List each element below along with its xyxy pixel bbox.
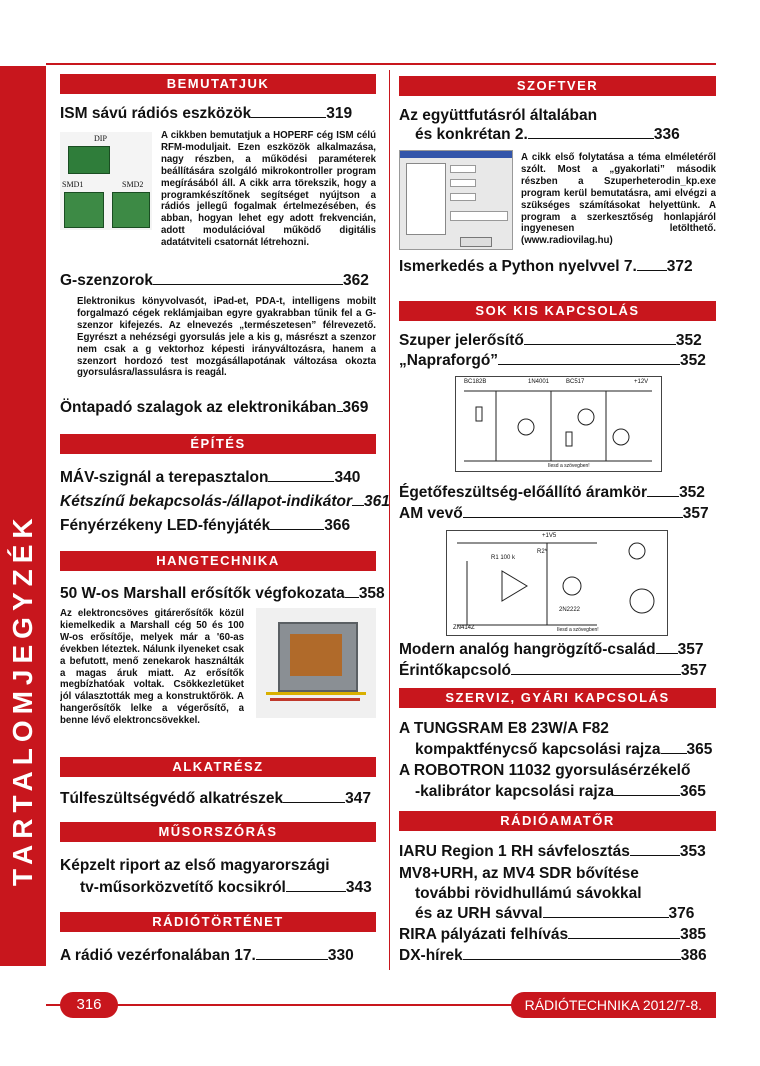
toc-entry-feny[interactable] bbox=[60, 516, 350, 536]
module-smd1 bbox=[64, 192, 104, 228]
toc-entry-egyutt-line2[interactable] bbox=[415, 125, 680, 145]
section-bemutatjuk: BEMUTATJUK bbox=[60, 74, 376, 94]
entry-title: A rádió vezérfonalában 17. bbox=[60, 947, 256, 964]
entry-title: és konkrétan 2. bbox=[415, 126, 528, 143]
entry-page: 352 bbox=[679, 484, 705, 501]
entry-title: -kalibrátor kapcsolási rajza bbox=[415, 783, 615, 800]
window-titlebar bbox=[400, 151, 512, 158]
entry-title: ISM sávú rádiós eszközök bbox=[60, 105, 252, 122]
leader bbox=[498, 364, 680, 365]
leader bbox=[345, 597, 359, 598]
toc-entry-marshall[interactable] bbox=[60, 584, 385, 604]
toc-entry-iaru[interactable] bbox=[399, 842, 706, 862]
toc-entry-hangrogzito[interactable] bbox=[399, 640, 704, 660]
label-bc182b: BC182B bbox=[464, 379, 487, 385]
leader bbox=[463, 959, 681, 960]
leader bbox=[637, 270, 667, 271]
marshall-description: Az elektroncsöves gitárerősítők közül kiemelkedik a Marshall cég 50 és 100 W-os erősítője, melyek már a '60-as években léteztek. Nálunk ilyeneket csak a befutott, menő zenekarok használták a magas áruk miatt. Az erősítők megbízhatóak voltak. Csökkezletüket jól választották meg a konstruktőrök. A hangerősítők lelke a végerősítő, a benne lévő elektroncsövekkel. bbox=[60, 608, 244, 727]
entry-page: 347 bbox=[345, 790, 371, 807]
label-r1: R1 100 k bbox=[491, 555, 516, 561]
label-12v: +12V bbox=[634, 379, 649, 385]
entry-title: Túlfeszültségvédő alkatrészek bbox=[60, 790, 284, 807]
toc-entry-ketszinu[interactable] bbox=[60, 492, 390, 512]
leader bbox=[614, 795, 680, 796]
leader bbox=[283, 802, 345, 803]
entry-title: Öntapadó szalagok az elektronikában bbox=[60, 399, 337, 416]
module-dip bbox=[68, 146, 110, 174]
sidebar bbox=[0, 66, 46, 966]
entry-page: 385 bbox=[680, 926, 706, 943]
circuit-lines bbox=[456, 377, 661, 471]
button bbox=[460, 237, 492, 247]
leader bbox=[256, 959, 328, 960]
label-1v5: +1V5 bbox=[542, 533, 557, 539]
section-radioamator: RÁDIÓAMATŐR bbox=[399, 811, 716, 831]
section-sokkis: SOK KIS KAPCSOLÁS bbox=[399, 301, 716, 321]
label-see-text: Ilesd a szövegben! bbox=[557, 627, 599, 633]
toc-entry-mav[interactable] bbox=[60, 468, 360, 488]
circuit-lines bbox=[447, 531, 667, 635]
gszenzor-description: Elektronikus könyvolvasót, iPad-et, PDA-t, intelligens mobilt forgalmazó cégek reklámjaiban egyre gyakrabban tűnik fel a G-szenzor kifejezés. Az elnevezés „természetesen” félrevezető. Egyrészt a nehézségi gyorsulás jele a kis g, másrészt a szenzor nem csak a g vektorhoz képesti irányváltozásra, hanem a szenzort hordozó test mozgásállapotának változása okozta gyorsulásra/lassulásra is reagál. bbox=[77, 296, 376, 379]
entry-title: kompaktfénycső kapcsolási rajza bbox=[415, 741, 661, 758]
entry-page: 358 bbox=[358, 585, 385, 602]
journal-title: RÁDIÓTECHNIKA 2012/7-8. bbox=[511, 992, 716, 1018]
toc-entry-napraforgo[interactable] bbox=[399, 351, 706, 371]
sidebar-label: TARTALOMJEGYZÉK bbox=[7, 512, 38, 886]
entry-page: 319 bbox=[326, 105, 353, 122]
section-radiotortenet: RÁDIÓTÖRTÉNET bbox=[60, 912, 376, 932]
field bbox=[450, 193, 476, 201]
entry-page: 369 bbox=[342, 399, 369, 416]
entry-page: 357 bbox=[682, 505, 709, 522]
wire bbox=[270, 698, 360, 701]
entry-page: 340 bbox=[334, 469, 361, 486]
column-divider bbox=[389, 70, 390, 970]
label-smd2: SMD2 bbox=[122, 180, 144, 189]
entry-title: Fényérzékeny LED-fényjáték bbox=[60, 517, 271, 534]
label-1n4001: 1N4001 bbox=[528, 379, 550, 385]
leader bbox=[251, 117, 326, 118]
label-see-text: Ilesd a szövegben! bbox=[548, 463, 590, 469]
leader bbox=[270, 529, 324, 530]
entry-page: 343 bbox=[345, 879, 372, 896]
leader bbox=[656, 653, 678, 654]
toc-entry-robotron-line2[interactable] bbox=[415, 782, 706, 802]
rfm-module-photo bbox=[60, 132, 152, 230]
egyutt-description: A cikk első folytatása a téma elméletéről szólt. Most a „gyakorlati” második részben a Szuperheterodin_kp.exe program kerül bemutatásra, ami elvégzi a szükséges számításokat helyettünk. A program a szerkesztőség honlapjáról ingyenesen letölthető. (www.radiovilag.hu) bbox=[521, 152, 716, 247]
leader bbox=[543, 917, 669, 918]
leader bbox=[630, 855, 680, 856]
entry-page: 352 bbox=[675, 332, 702, 349]
toc-entry-kepzelt-line2[interactable] bbox=[80, 878, 372, 898]
section-musorszoras: MŰSORSZÓRÁS bbox=[60, 822, 376, 842]
entry-title: Égetőfeszültség-előállító áramkör bbox=[399, 484, 648, 501]
leader bbox=[153, 284, 343, 285]
leader bbox=[286, 891, 346, 892]
toc-entry-szuper[interactable] bbox=[399, 331, 702, 351]
label-bc517: BC517 bbox=[566, 379, 585, 385]
toc-entry-tungsram-line2[interactable] bbox=[415, 740, 712, 760]
wire bbox=[266, 692, 366, 695]
toc-entry-dx[interactable] bbox=[399, 946, 707, 966]
entry-page: 357 bbox=[677, 641, 704, 658]
section-hangtechnika: HANGTECHNIKA bbox=[60, 551, 376, 571]
entry-page: 336 bbox=[653, 126, 680, 143]
toc-entry-mv8-line1[interactable]: MV8+URH, az MV4 SDR bővítése bbox=[399, 865, 639, 882]
toc-entry-egetofesz[interactable] bbox=[399, 483, 705, 503]
field bbox=[450, 179, 476, 187]
top-rule bbox=[46, 63, 716, 65]
entry-title: „Napraforgó” bbox=[399, 352, 499, 369]
leader bbox=[352, 505, 364, 506]
entry-title: Modern analóg hangrögzítő-család bbox=[399, 641, 656, 658]
entry-title: RIRA pályázati felhívás bbox=[399, 926, 569, 943]
circuit-diagram-amvevo bbox=[446, 530, 668, 636]
entry-title: AM vevő bbox=[399, 505, 463, 522]
toc-entry-python[interactable] bbox=[399, 257, 693, 277]
toc-entry-erinto[interactable] bbox=[399, 661, 707, 681]
toc-entry-ontapado[interactable] bbox=[60, 398, 368, 418]
toc-entry-vezerfonal[interactable] bbox=[60, 946, 354, 966]
leader bbox=[463, 517, 683, 518]
leader bbox=[647, 496, 679, 497]
toc-entry-egyutt-line1[interactable]: Az együttfutásról általában bbox=[399, 107, 598, 124]
leader bbox=[511, 674, 681, 675]
leader bbox=[568, 938, 680, 939]
toc-entry-mv8-line2[interactable]: további rövidhullámú sávokkal bbox=[415, 885, 642, 902]
transformer-photo bbox=[256, 608, 376, 718]
entry-page: 362 bbox=[343, 272, 369, 289]
entry-page: 352 bbox=[680, 352, 706, 369]
program-screenshot bbox=[399, 150, 513, 250]
transformer-coil bbox=[290, 634, 342, 676]
entry-title: Érintőkapcsoló bbox=[399, 662, 511, 679]
entry-title: tv-műsorközvetítő kocsikról bbox=[80, 879, 286, 896]
toc-entry-amvevo[interactable] bbox=[399, 504, 709, 524]
section-szoftver: SZOFTVER bbox=[399, 76, 716, 96]
section-alkatresz: ALKATRÉSZ bbox=[60, 757, 376, 777]
entry-page: 330 bbox=[327, 947, 354, 964]
circuit-diagram-napraforgo bbox=[455, 376, 662, 472]
module-smd2 bbox=[112, 192, 150, 228]
section-epites: ÉPÍTÉS bbox=[60, 434, 376, 454]
entry-page: 365 bbox=[686, 741, 713, 758]
leader bbox=[661, 753, 687, 754]
entry-title: Szuper jelerősítő bbox=[399, 332, 524, 349]
toc-entry-rira[interactable] bbox=[399, 925, 706, 945]
entry-title: Kétszínű bekapcsolás-/állapot-indikátor bbox=[60, 493, 352, 510]
entry-title: DX-hírek bbox=[399, 947, 463, 964]
toc-entry-ism[interactable] bbox=[60, 104, 352, 124]
toc-entry-gszenzor[interactable] bbox=[60, 271, 369, 291]
entry-page: 365 bbox=[680, 783, 706, 800]
entry-title: és az URH sávval bbox=[415, 905, 543, 922]
entry-page: 376 bbox=[668, 905, 695, 922]
entry-page: 386 bbox=[680, 947, 707, 964]
field bbox=[450, 211, 508, 221]
entry-page: 372 bbox=[666, 258, 693, 275]
toc-entry-tulfesz[interactable] bbox=[60, 789, 371, 809]
leader bbox=[528, 138, 654, 139]
entry-title: G-szenzorok bbox=[60, 272, 154, 289]
ism-description: A cikkben bemutatjuk a HOPERF cég ISM célú RFM-moduljait. Ezen eszközök alkalmazása, nagy részben, a működési paraméterek beállítására szolgáló mikrokontroller program megírásából áll. A cikk arra törekszik, hogy a programkészítőnek segítséget nyújtson a rádiós jellegű fogalmak értelmezésében, és abban, hogyan lehet egy adott frekvencián, adott modulációval működő digitális adatátviteli csatornát létrehozni. bbox=[161, 130, 376, 249]
label-dip: DIP bbox=[94, 134, 107, 143]
entry-page: 361 bbox=[363, 493, 390, 510]
toc-entry-tungsram-line1[interactable]: A TUNGSRAM E8 23W/A F82 bbox=[399, 720, 609, 737]
label-smd1: SMD1 bbox=[62, 180, 84, 189]
entry-title: Ismerkedés a Python nyelvvel 7. bbox=[399, 258, 637, 275]
entry-title: MÁV-szignál a terepasztalon bbox=[60, 469, 269, 486]
entry-title: 50 W-os Marshall erősítők végfokozata bbox=[60, 585, 345, 602]
entry-page: 353 bbox=[679, 843, 706, 860]
section-szerviz: SZERVIZ, GYÁRI KAPCSOLÁS bbox=[399, 688, 716, 708]
label-2n2222: 2N2222 bbox=[559, 607, 581, 613]
toc-entry-mv8-line3[interactable] bbox=[415, 904, 694, 924]
radio-list bbox=[406, 163, 446, 235]
page-number: 316 bbox=[60, 992, 118, 1018]
entry-page: 357 bbox=[680, 662, 707, 679]
entry-title: IARU Region 1 RH sávfelosztás bbox=[399, 843, 630, 860]
label-r2: R2* bbox=[537, 549, 548, 555]
leader bbox=[268, 481, 334, 482]
leader bbox=[524, 344, 676, 345]
toc-entry-kepzelt-line1[interactable]: Képzelt riport az első magyarországi bbox=[60, 857, 330, 874]
field bbox=[450, 165, 476, 173]
entry-page: 366 bbox=[324, 517, 351, 534]
label-zn414z: ZN414Z bbox=[453, 625, 475, 631]
toc-entry-robotron-line1[interactable]: A ROBOTRON 11032 gyorsulásérzékelő bbox=[399, 762, 691, 779]
